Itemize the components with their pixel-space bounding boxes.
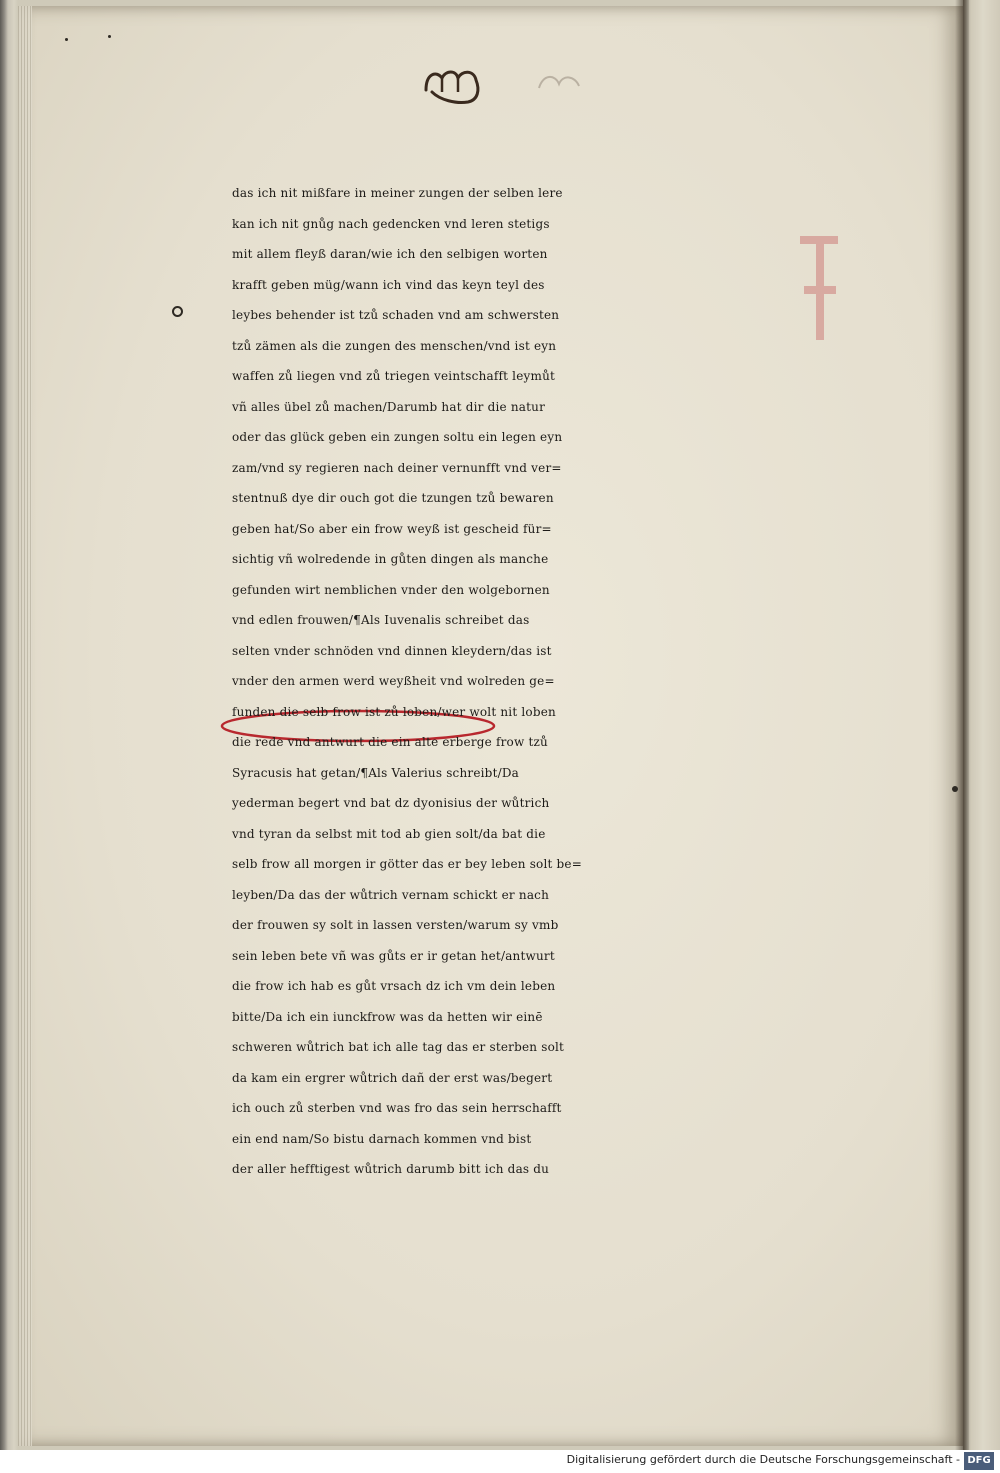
text-line: vnder den armen werd weyßheit vnd wolreden ge= — [232, 674, 555, 688]
text-line: mit allem fleyß daran/wie ich den selbigen worten — [232, 247, 548, 261]
text-line: zam/vnd sy regieren nach deiner vernunfft vnd ver= — [232, 460, 562, 475]
text-line: schweren wůtrich bat ich alle tag das er sterben solt — [232, 1040, 565, 1054]
text-line: das ich nit mißfare in meiner zungen der selben lere — [232, 186, 563, 200]
text-line: die frow ich hab es gůt vrsach dz ich vm dein leben — [232, 979, 556, 993]
text-line: tzů zämen als die zungen des menschen/vnd ist eyn — [232, 338, 557, 353]
text-line: vnd edlen frouwen/¶Als Iuvenalis schreibet das — [232, 613, 530, 627]
text-line: ich ouch zů sterben vnd was fro das sein herrschafft — [232, 1101, 562, 1115]
folio-mark-handwritten — [420, 60, 510, 110]
text-line: der frouwen sy solt in lassen versten/warum sy vmb — [232, 918, 559, 932]
text-line: gefunden wirt nemblichen vnder den wolgebornen — [232, 582, 550, 597]
text-line: vnd tyran da selbst mit tod ab gien solt/da bat die — [232, 826, 546, 841]
page-stack-edge — [18, 6, 32, 1446]
text-line: selten vnder schnöden vnd dinnen kleydern/das ist — [232, 643, 552, 658]
text-block — [232, 178, 832, 1185]
text-line: Syracusis hat getan/¶Als Valerius schreibt/Da — [232, 765, 520, 780]
binding-hole — [172, 306, 183, 317]
ink-dot — [108, 35, 111, 38]
text-line: funden die selb frow ist zů loben/wer wolt nit loben — [232, 704, 556, 719]
text-line: vñ alles übel zů machen/Darumb hat dir die natur — [232, 399, 546, 414]
text-line: leybes behender ist tzů schaden vnd am schwersten — [232, 308, 560, 322]
text-line: kan ich nit gnůg nach gedencken vnd leren stetigs — [232, 216, 550, 231]
text-line: stentnuß dye dir ouch got die tzungen tzů bewaren — [232, 491, 554, 505]
text-line: bitte/Da ich ein iunckfrow was da hetten wir einē — [232, 1009, 543, 1024]
text-line: selb frow all morgen ir götter das er bey leben solt be= — [232, 857, 582, 871]
text-line: yederman begert vnd bat dz dyonisius der wůtrich — [232, 796, 550, 810]
ink-dot — [65, 38, 68, 41]
folio-ghost-mark — [535, 68, 585, 98]
text-line: krafft geben müg/wann ich vind das keyn teyl des — [232, 277, 545, 292]
text-line: die rede vnd antwurt die ein alte erberge frow tzů — [232, 735, 548, 749]
text-line: leyben/Da das der wůtrich vernam schickt er nach — [232, 887, 550, 902]
text-line: ein end nam/So bistu darnach kommen vnd bist — [232, 1131, 532, 1146]
text-line: da kam ein ergrer wůtrich dañ der erst was/begert — [232, 1070, 553, 1085]
text-line: der aller hefftigest wůtrich darumb bitt ich das du — [232, 1162, 550, 1176]
text-line: sichtig vñ wolredende in gůten dingen als manche — [232, 552, 549, 566]
ink-dot — [952, 786, 958, 792]
dfg-logo: DFG — [964, 1452, 994, 1470]
text-line: geben hat/So aber ein frow weyß ist gescheid für= — [232, 521, 552, 536]
text-line: oder das glück geben ein zungen soltu ein legen eyn — [232, 430, 563, 444]
gutter-shadow — [955, 0, 969, 1450]
text-line: waffen zů liegen vnd zů triegen veintschafft leymůt — [232, 369, 556, 383]
footer-credit: Digitalisierung gefördert durch die Deutsche Forschungsgemeinschaft - — [566, 1453, 960, 1466]
text-line: sein leben bete vñ was gůts er ir getan het/antwurt — [232, 948, 555, 963]
